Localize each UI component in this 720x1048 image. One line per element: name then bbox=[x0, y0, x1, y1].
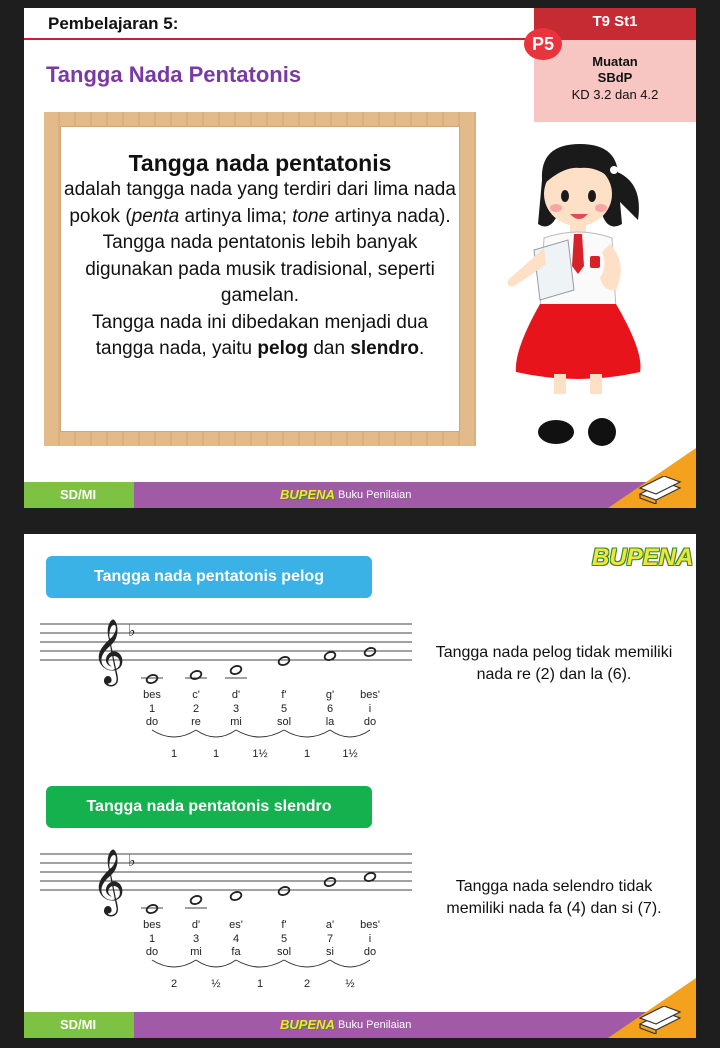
note-number: i bbox=[368, 933, 372, 945]
interval-label: 1 bbox=[303, 748, 311, 760]
note-syllable: fa bbox=[231, 946, 241, 958]
note-number: 1 bbox=[148, 933, 156, 945]
note-head bbox=[230, 891, 243, 902]
footer-book-title: Buku Penilaian bbox=[338, 489, 412, 501]
note-syllable: la bbox=[325, 716, 335, 728]
bupena-logo: BUPENA bbox=[592, 544, 694, 571]
p5-badge: P5 bbox=[524, 28, 562, 60]
interval-arc bbox=[196, 730, 236, 737]
lesson-label: Pembelajaran 5: bbox=[48, 14, 179, 33]
book-stack-icon bbox=[636, 476, 684, 504]
book-stack-icon bbox=[636, 1006, 684, 1034]
note-letter: f' bbox=[281, 689, 287, 701]
note-letter: bes bbox=[143, 689, 161, 701]
note-head bbox=[364, 647, 377, 658]
note-syllable: mi bbox=[230, 716, 242, 728]
note-syllable: do bbox=[145, 946, 159, 958]
interval-arc bbox=[330, 960, 370, 967]
note-syllable: do bbox=[363, 716, 377, 728]
note-head bbox=[278, 656, 291, 667]
note-number: 3 bbox=[232, 703, 240, 715]
note-letter: d' bbox=[231, 689, 241, 701]
note-head bbox=[146, 674, 159, 685]
interval-arc bbox=[152, 730, 196, 737]
note-syllable: re bbox=[191, 716, 201, 728]
interval-arc bbox=[152, 960, 196, 967]
footer-book-title: Buku Penilaian bbox=[338, 1019, 412, 1031]
pelog-description: Tangga nada pelog tidak memiliki nada re (2) dan la (6). bbox=[435, 644, 673, 683]
interval-arc bbox=[236, 960, 284, 967]
note-number: 3 bbox=[192, 933, 200, 945]
footer-level: SD/MI bbox=[24, 1012, 134, 1038]
footer-slide-1 bbox=[24, 482, 696, 508]
muatan-subject: SBdP bbox=[597, 70, 633, 85]
slendro-staff bbox=[40, 842, 412, 1012]
student-girl-illustration bbox=[504, 140, 654, 450]
note-syllable: sol bbox=[276, 716, 292, 728]
interval-label: 1½ bbox=[252, 748, 268, 760]
theme-code: T9 St1 bbox=[534, 8, 696, 40]
slendro-description: Tangga nada selendro tidak memiliki nada fa (4) dan si (7). bbox=[446, 878, 662, 917]
note-letter: c' bbox=[192, 689, 200, 701]
note-letter: bes bbox=[143, 919, 161, 931]
interval-label: 2 bbox=[170, 978, 178, 990]
interval-label: 2 bbox=[303, 978, 311, 990]
footer-level: SD/MI bbox=[24, 482, 134, 508]
interval-label: 1 bbox=[256, 978, 264, 990]
pelog-title: Tangga nada pentatonis pelog bbox=[46, 556, 372, 598]
flat-sign-icon: ♭ bbox=[128, 623, 136, 640]
interval-label: 1 bbox=[212, 748, 220, 760]
muatan-label: Muatan bbox=[592, 54, 638, 69]
board-text bbox=[60, 126, 460, 432]
header-rule bbox=[24, 38, 539, 40]
note-head bbox=[230, 665, 243, 676]
interval-arc bbox=[196, 960, 236, 967]
board-definition: adalah tangga nada yang terdiri dari lima nada pokok (penta artinya lima; tone artinya nada). bbox=[64, 179, 456, 227]
note-letter: bes' bbox=[360, 919, 380, 931]
note-letter: es' bbox=[229, 919, 243, 931]
note-number: i bbox=[368, 703, 372, 715]
interval-arc bbox=[236, 730, 284, 737]
note-syllable: mi bbox=[190, 946, 202, 958]
footer-logo: BUPENA bbox=[280, 487, 335, 502]
board-usage: Tangga nada pentatonis lebih banyak digunakan pada musik tradisional, seperti gamelan. bbox=[85, 232, 435, 306]
note-number: 7 bbox=[326, 933, 334, 945]
note-head bbox=[324, 877, 337, 888]
interval-arc bbox=[330, 730, 370, 737]
interval-label: 1 bbox=[170, 748, 178, 760]
slendro-title: Tangga nada pentatonis slendro bbox=[46, 786, 372, 828]
note-letter: bes' bbox=[360, 689, 380, 701]
note-syllable: sol bbox=[276, 946, 292, 958]
note-letter: g' bbox=[325, 689, 335, 701]
note-number: 5 bbox=[280, 933, 288, 945]
muatan-kd: KD 3.2 dan 4.2 bbox=[571, 87, 659, 102]
interval-label: 1½ bbox=[342, 748, 358, 760]
board-heading: Tangga nada pentatonis bbox=[128, 150, 392, 176]
treble-clef-icon: 𝄞 bbox=[92, 849, 126, 912]
interval-label: ½ bbox=[345, 978, 355, 990]
interval-label: ½ bbox=[211, 978, 221, 990]
flat-sign-icon: ♭ bbox=[128, 853, 136, 870]
note-syllable: do bbox=[145, 716, 159, 728]
pelog-staff bbox=[40, 612, 412, 782]
page-title: Tangga Nada Pentatonis bbox=[46, 62, 302, 87]
note-syllable: si bbox=[326, 946, 334, 958]
note-head bbox=[146, 904, 159, 915]
wooden-board bbox=[44, 112, 476, 446]
note-head bbox=[190, 895, 203, 906]
note-number: 4 bbox=[232, 933, 240, 945]
interval-arc bbox=[284, 730, 330, 737]
slide-2 bbox=[24, 534, 696, 1038]
interval-arc bbox=[284, 960, 330, 967]
note-number: 2 bbox=[192, 703, 200, 715]
footer-logo: BUPENA bbox=[280, 1017, 335, 1032]
slide-1 bbox=[24, 8, 696, 508]
note-letter: d' bbox=[191, 919, 201, 931]
note-number: 6 bbox=[326, 703, 334, 715]
note-head bbox=[190, 670, 203, 681]
note-letter: f' bbox=[281, 919, 287, 931]
note-syllable: do bbox=[363, 946, 377, 958]
note-number: 5 bbox=[280, 703, 288, 715]
note-head bbox=[278, 886, 291, 897]
footer-slide-2 bbox=[24, 1012, 696, 1038]
treble-clef-icon: 𝄞 bbox=[92, 619, 126, 682]
note-letter: a' bbox=[325, 919, 335, 931]
note-number: 1 bbox=[148, 703, 156, 715]
board-types: Tangga nada ini dibedakan menjadi dua tangga nada, yaitu pelog dan slendro. bbox=[92, 311, 428, 359]
